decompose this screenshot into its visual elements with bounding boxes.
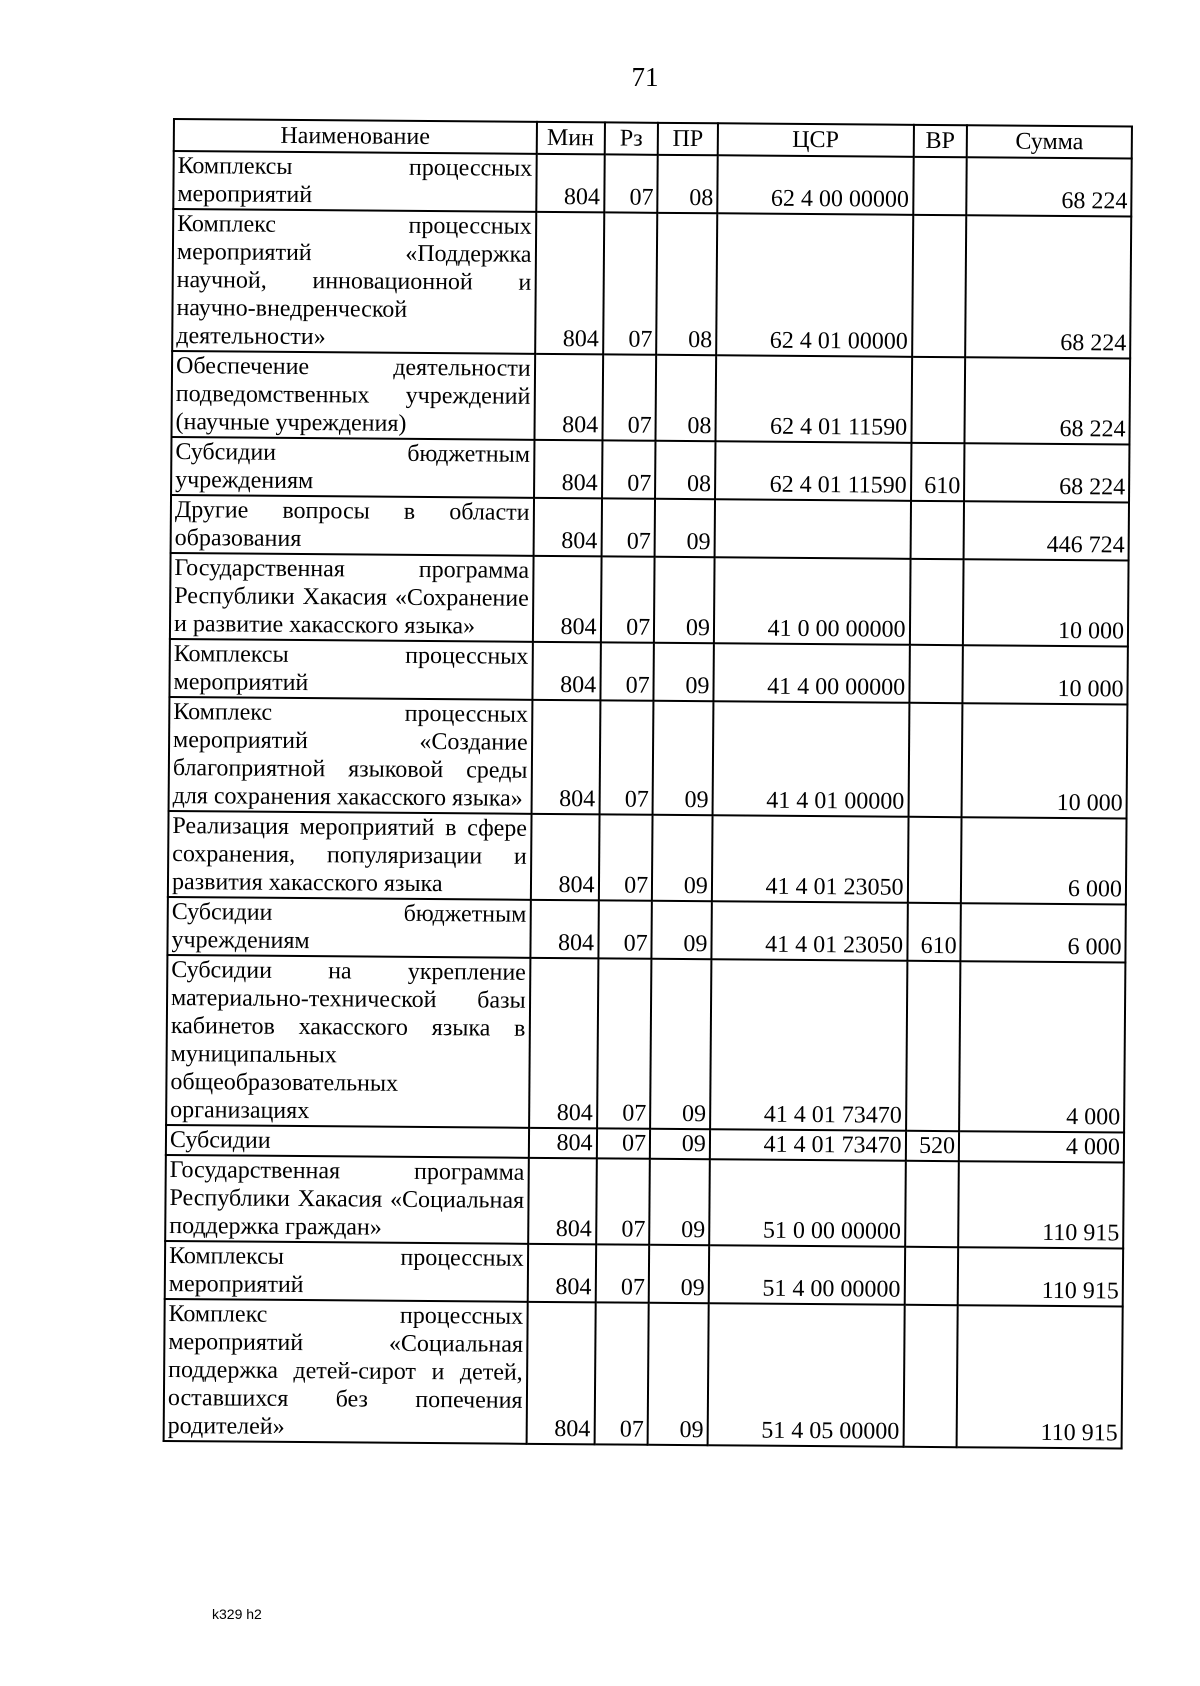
cell-rz: 07: [601, 498, 655, 556]
cell-csr: 41 0 00 00000: [714, 557, 910, 645]
footer-code: k329 h2: [212, 1606, 262, 1622]
table-row: [173, 151, 1131, 217]
cell-sum: 110 915: [957, 1305, 1123, 1448]
cell-sum: 4 000: [959, 961, 1125, 1132]
header-vr: ВР: [913, 125, 967, 157]
cell-rz: 07: [603, 212, 658, 354]
cell-name: Государственная программа Республики Хакасия «Сохранение и развитие хакасского языка»: [170, 553, 533, 642]
budget-table-wrapper: [163, 118, 1133, 1449]
cell-rz: 07: [602, 440, 656, 498]
header-csr: ЦСР: [718, 123, 914, 157]
cell-min: 804: [531, 700, 600, 815]
cell-rz: 07: [600, 642, 654, 700]
cell-name: Субсидии бюджетным учреждениям: [167, 897, 530, 958]
cell-name: Субсидии на укрепление материально-технической базы кабинетов хакасского языка в муниципальных общеобразовательных организациях: [166, 955, 530, 1128]
cell-name: Другие вопросы в области образования: [171, 495, 534, 556]
cell-name: Субсидии бюджетным учреждениям: [171, 437, 534, 498]
cell-sum: 6 000: [961, 817, 1127, 904]
cell-min: 804: [528, 1128, 596, 1159]
table-row: [165, 1155, 1124, 1249]
table-row: [171, 351, 1130, 445]
cell-name: Комплекс процессных мероприятий «Создание благоприятной языковой среды для сохранения хакасского языка»: [169, 697, 532, 814]
table-row: [169, 697, 1128, 819]
table-row: [164, 1299, 1123, 1449]
cell-min: 804: [532, 556, 601, 643]
header-rz: Рз: [604, 122, 658, 154]
cell-sum: 6 000: [961, 903, 1126, 962]
table-row: [165, 1241, 1123, 1307]
table-row: [171, 437, 1129, 503]
cell-rz: 07: [594, 1302, 649, 1444]
cell-sum: 10 000: [963, 559, 1129, 646]
cell-min: 804: [532, 642, 600, 701]
cell-sum: 68 224: [966, 157, 1131, 216]
cell-vr: 610: [907, 903, 961, 961]
cell-rz: 07: [598, 814, 652, 900]
cell-name: Государственная программа Республики Хакасия «Социальная поддержка граждан»: [165, 1155, 528, 1244]
table-row: [166, 955, 1125, 1133]
cell-csr: 41 4 01 23050: [711, 901, 907, 961]
cell-rz: 07: [595, 1244, 649, 1302]
cell-min: 804: [530, 814, 599, 901]
cell-csr: 62 4 01 11590: [715, 355, 911, 443]
cell-csr: 41 4 01 73470: [710, 959, 907, 1131]
cell-vr: [913, 157, 967, 215]
table-row: [171, 495, 1129, 561]
cell-vr: [908, 703, 962, 817]
cell-vr: [909, 645, 963, 703]
cell-vr: [910, 501, 964, 559]
cell-sum: 68 224: [965, 357, 1131, 444]
header-min: Мин: [536, 122, 604, 155]
cell-min: 804: [535, 212, 604, 355]
cell-csr: 62 4 01 00000: [716, 213, 913, 357]
table-row: [170, 553, 1129, 647]
cell-sum: 10 000: [962, 703, 1128, 818]
cell-csr: 41 4 01 73470: [710, 1129, 906, 1161]
cell-sum: 110 915: [958, 1161, 1124, 1248]
cell-pr: 09: [654, 557, 714, 643]
cell-pr: 08: [655, 441, 715, 499]
table-row: [172, 209, 1131, 359]
cell-min: 804: [534, 354, 603, 441]
cell-pr: 09: [649, 1159, 709, 1245]
cell-pr: 09: [654, 643, 714, 701]
cell-csr: 41 4 00 00000: [713, 643, 909, 703]
cell-rz: 07: [598, 900, 652, 958]
cell-pr: 09: [650, 959, 711, 1129]
cell-rz: 07: [602, 354, 656, 440]
cell-sum: 10 000: [963, 645, 1128, 704]
cell-vr: [905, 1161, 959, 1247]
cell-rz: 07: [604, 154, 658, 212]
header-sum: Сумма: [967, 125, 1132, 158]
cell-min: 804: [534, 440, 602, 499]
cell-vr: 610: [911, 443, 965, 501]
cell-vr: 520: [905, 1131, 959, 1161]
table-row: [167, 897, 1125, 963]
cell-vr: [906, 961, 961, 1131]
header-name: Наименование: [174, 119, 537, 154]
cell-csr: 51 0 00 00000: [709, 1159, 905, 1247]
cell-vr: [903, 1305, 958, 1447]
cell-pr: 08: [656, 355, 716, 441]
cell-pr: 09: [653, 701, 714, 815]
cell-sum: 4 000: [959, 1131, 1124, 1162]
cell-min: 804: [528, 1158, 597, 1245]
cell-csr: 41 4 01 23050: [712, 815, 908, 903]
cell-name: Обеспечение деятельности подведомственных учреждений (научные учреждения): [171, 351, 534, 440]
cell-pr: 08: [656, 213, 717, 355]
cell-rz: 07: [596, 1128, 650, 1158]
cell-rz: 07: [600, 556, 654, 642]
cell-pr: 09: [649, 1245, 709, 1303]
cell-sum: 68 224: [964, 443, 1129, 502]
cell-csr: [714, 499, 910, 559]
cell-pr: 09: [652, 815, 712, 901]
cell-vr: [904, 1247, 958, 1305]
cell-min: 804: [533, 498, 601, 557]
cell-pr: 08: [657, 155, 717, 213]
cell-csr: 51 4 00 00000: [709, 1245, 905, 1305]
table-row: [168, 811, 1127, 905]
cell-name: Комплексы процессных мероприятий: [173, 151, 536, 212]
cell-min: 804: [529, 958, 598, 1129]
cell-min: 804: [536, 154, 604, 213]
cell-name: Комплексы процессных мероприятий: [169, 639, 532, 700]
cell-min: 804: [530, 900, 598, 959]
cell-pr: 09: [650, 1129, 710, 1159]
cell-vr: [907, 817, 961, 903]
table-row: [169, 639, 1127, 705]
cell-rz: 07: [596, 1158, 650, 1244]
cell-vr: [909, 559, 963, 645]
cell-csr: 62 4 01 11590: [715, 441, 911, 501]
cell-pr: 09: [655, 499, 715, 557]
cell-name: Комплекс процессных мероприятий «Поддержка научной, инновационной и научно-внедренческой деятельности»: [172, 209, 536, 354]
cell-rz: 07: [597, 958, 652, 1128]
cell-sum: 110 915: [958, 1247, 1123, 1306]
budget-table: [163, 118, 1133, 1449]
cell-min: 804: [527, 1244, 595, 1303]
cell-vr: [912, 215, 967, 357]
cell-csr: 62 4 00 00000: [717, 155, 913, 215]
cell-name: Комплекс процессных мероприятий «Социальная поддержка детей-сирот и детей, оставшихся без попечения родителей»: [164, 1299, 528, 1444]
cell-name: Комплексы процессных мероприятий: [165, 1241, 528, 1302]
cell-sum: 446 724: [964, 501, 1129, 560]
cell-pr: 09: [648, 1303, 709, 1445]
cell-min: 804: [526, 1302, 595, 1445]
cell-name: Субсидии: [166, 1125, 529, 1158]
cell-rz: 07: [599, 700, 653, 814]
header-pr: ПР: [658, 123, 718, 155]
cell-vr: [911, 357, 965, 443]
cell-csr: 41 4 01 00000: [712, 701, 909, 817]
cell-pr: 09: [652, 901, 712, 959]
cell-name: Реализация мероприятий в сфере сохранения, популяризации и развития хакасского языка: [168, 811, 531, 900]
cell-sum: 68 224: [965, 215, 1131, 358]
cell-csr: 51 4 05 00000: [707, 1303, 904, 1447]
page-number: 71: [631, 62, 659, 92]
